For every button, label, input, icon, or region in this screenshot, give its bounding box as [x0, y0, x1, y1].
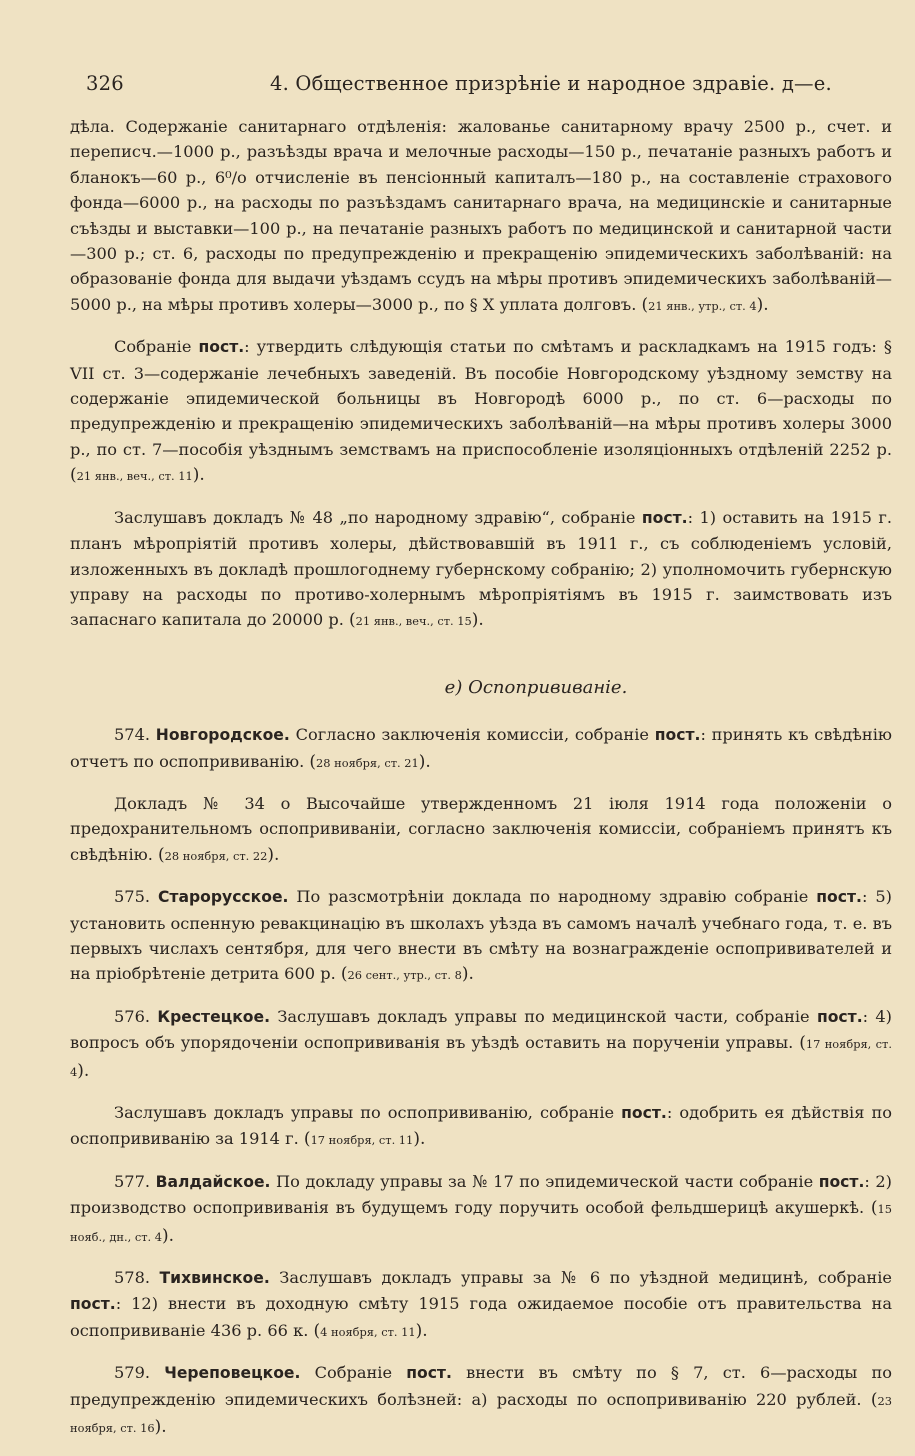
- resolution-keyword: пост.: [198, 338, 245, 357]
- page-body: [70, 114, 892, 1456]
- resolution-keyword: пост.: [816, 888, 862, 907]
- entry: Заслушавъ докладъ управы по оспопрививанію, собраніе пост.: одобрить ея дѣйствія по оспопрививанію за 1914 г. (17 ноября, ст. 11).: [70, 1103, 892, 1150]
- entry-lead: Согласно заключенія комиссіи, собраніе: [295, 725, 649, 745]
- entry-text: : 2) производство оспопрививанія въ будущемъ году поручить особой фельдшерицѣ акушеркѣ.: [70, 1171, 892, 1218]
- paragraph-text: : утвердить слѣдующія статьи по смѣтамъ и раскладкамъ на 1915 годъ: § VII ст. 3—содержаніе лечебныхъ заведеній. Въ пособіе Новгородскому уѣздному земству на содержаніе эпидемической больницы въ Новгородѣ 6000 р., по ст. 6—расходы по предупрежденію и прекращенію эпидемическихъ заболѣваній—на мѣры противъ холеры 3000 р., по ст. 7—пособія уѣзднымъ земствамъ на приспособленіе изоляціонныхъ отдѣленій 2252 р.: [70, 337, 892, 459]
- source-reference: 21 янв., веч., ст. 15: [355, 614, 472, 629]
- entry: 575. Старорусское. По разсмотрѣніи доклада по народному здравію собраніе пост.: 5) установить оспенную ревакцинацію въ школахъ уѣзда въ самомъ началѣ учебнаго года, т. е. въ первыхъ числахъ сентября, для чего внести въ смѣту на вознагражденіе оспопрививателей и на пріобрѣтеніе детрита 600 р. (26 сент., утр., ст. 8).: [70, 887, 892, 985]
- source-reference: 23 ноября, ст. 16: [70, 1393, 892, 1436]
- source-reference: 21 янв., утр., ст. 4: [648, 298, 757, 313]
- entry: 576. Крестецкое. Заслушавъ докладъ управы по медицинской части, собраніе пост.: 4) вопросъ объ упорядоченіи оспопрививанія въ уѣздѣ оставить на порученіи управы. (17 ноября, ст. 4).: [70, 1006, 892, 1081]
- entry-text: : 4) вопросъ объ упорядоченіи оспопрививанія въ уѣздѣ оставить на порученіи управы.: [70, 1006, 892, 1053]
- paragraph: Собраніе пост.: утвердить слѣдующія статьи по смѣтамъ и раскладкамъ на 1915 годъ: § VII ст. 3—содержаніе лечебныхъ заведеній. Въ пособіе Новгородскому уѣздному земству на содержаніе эпидемической больницы въ Новгородѣ 6000 р., по ст. 6—расходы по предупрежденію и прекращенію эпидемическихъ заболѣваній—на мѣры противъ холеры 3000 р., по ст. 7—пособія уѣзднымъ земствамъ на приспособленіе изоляціонныхъ отдѣленій 2252 р. (21 янв., веч., ст. 11).: [70, 337, 892, 486]
- zemstvo-name: Новгородское.: [155, 726, 290, 745]
- entry-number: 576.: [114, 1006, 151, 1026]
- paragraph: дѣла. Содержаніе санитарнаго отдѣленія: жалованье санитарному врачу 2500 р., счет. и переписч.—1000 р., разъѣзды врача и мелочные расходы—150 р., печатаніе разныхъ работъ и бланокъ—60 р., 6⁰/о отчисленіе въ пенсіонный капиталъ—180 р., на составленіе страхового фонда—6000 р., на расходы по разъѣздамъ санитарнаго врача, на медицинскіе и санитарные съѣзды и выставки—100 р., на печатаніе разныхъ работъ по медицинской и санитарной части—300 р.; ст. 6, расходы по предупрежденію и прекращенію эпидемическихъ заболѣваній: на образованіе фонда для выдачи уѣздамъ ссудъ на мѣры противъ эпидемическихъ заболѣваній—5000 р., на мѣры противъ холеры—3000 р., по § X уплата долговъ. (21 янв., утр., ст. 4).: [70, 117, 892, 315]
- paragraph-text: дѣла. Содержаніе санитарнаго отдѣленія: жалованье санитарному врачу 2500 р., счет. и переписч.—1000 р., разъѣзды врача и мелочные расходы—150 р., печатаніе разныхъ работъ и бланокъ—60 р., 6⁰/о отчисленіе въ пенсіонный капиталъ—180 р., на составленіе страхового фонда—6000 р., на расходы по разъѣздамъ санитарнаго врача, на медицинскіе и санитарные съѣзды и выставки—100 р., на печатаніе разныхъ работъ по медицинской и санитарной части—300 р.; ст. 6, расходы по предупрежденію и прекращенію эпидемическихъ заболѣваній: на образованіе фонда для выдачи уѣздамъ ссудъ на мѣры противъ эпидемическихъ заболѣваній—5000 р., на мѣры противъ холеры—3000 р., по § X уплата долговъ.: [70, 117, 892, 314]
- entry-lead: Заслушавъ докладъ управы за № 6 по уѣздной медицинѣ, собраніе: [279, 1268, 892, 1288]
- entry: 578. Тихвинское. Заслушавъ докладъ управы за № 6 по уѣздной медицинѣ, собраніе пост.: 12) внести въ доходную смѣту 1915 года ожидаемое пособіе отъ правительства на оспопрививаніе 436 р. 66 к. (4 ноября, ст. 11).: [70, 1268, 892, 1341]
- source-reference: 28 ноября, ст. 21: [316, 755, 419, 770]
- entry: Докладъ № 34 о Высочайше утвержденномъ 21 іюля 1914 года положеніи о предохранительномъ оспопрививаніи, согласно заключенія комиссіи, собраніемъ принятъ къ свѣдѣнію. (28 ноября, ст. 22).: [70, 793, 892, 865]
- entry-lead: Заслушавъ докладъ управы по оспопрививанію, собраніе: [114, 1103, 615, 1122]
- entry-number: 575.: [114, 887, 151, 907]
- paragraph-lead: Заслушавъ докладъ № 48 „по народному здравію“, собраніе: [114, 507, 636, 527]
- resolution-keyword: пост.: [818, 1172, 865, 1191]
- entry-text: внести въ смѣту по § 7, ст. 6—расходы по предупрежденію эпидемическихъ болѣзней: а) расходы по оспопрививанію 220 рублей.: [70, 1363, 893, 1409]
- paragraph-lead: Собраніе: [114, 337, 192, 357]
- entry-number: 574.: [114, 725, 151, 745]
- source-reference: 26 сент., утр., ст. 8: [347, 968, 462, 983]
- resolution-keyword: пост.: [654, 726, 701, 745]
- resolution-keyword: пост.: [641, 508, 688, 527]
- entry-number: 577.: [114, 1171, 151, 1191]
- source-reference: 17 ноября, ст. 4: [70, 1037, 892, 1079]
- entry-text: : принять къ свѣдѣнію отчетъ по оспопрививанію.: [70, 725, 892, 771]
- resolution-keyword: пост.: [70, 1295, 116, 1314]
- entry-text: Докладъ № 34 о Высочайше утвержденномъ 21 іюля 1914 года положеніи о предохранительномъ оспопрививаніи, согласно заключенія комиссіи, собраніемъ принятъ къ свѣдѣнію.: [70, 793, 892, 864]
- entry-number: 578.: [114, 1268, 151, 1288]
- entry-text: : 12) внести въ доходную смѣту 1915 года ожидаемое пособіе отъ правительства на оспопрививаніе 436 р. 66 к.: [70, 1294, 892, 1340]
- zemstvo-name: Тихвинское.: [159, 1269, 270, 1288]
- zemstvo-name: Старорусское.: [157, 888, 289, 907]
- entry-text: : одобрить ея дѣйствія по оспопрививанію за 1914 г.: [70, 1103, 892, 1149]
- entry: 577. Валдайское. По докладу управы за № 17 по эпидемической части собраніе пост.: 2) производство оспопрививанія въ будущемъ году поручить особой фельдшерицѣ акушеркѣ. (15 нояб., дн., ст. 4).: [70, 1171, 892, 1246]
- entry: 574. Новгородское. Согласно заключенія комиссіи, собраніе пост.: принять къ свѣдѣнію отчетъ по оспопрививанію. (28 ноября, ст. 21).: [70, 725, 892, 772]
- entry-lead: По разсмотрѣніи доклада по народному здравію собраніе: [296, 887, 809, 907]
- zemstvo-name: Валдайское.: [155, 1172, 271, 1191]
- source-reference: 17 ноября, ст. 11: [310, 1133, 414, 1148]
- entry-text: : 5) установить оспенную ревакцинацію въ школахъ уѣзда въ самомъ началѣ учебнаго года, т. е. въ первыхъ числахъ сентября, для чего внести въ смѣту на вознагражденіе оспопрививателей и на пріобрѣтеніе детрита 600 р.: [70, 887, 892, 984]
- zemstvo-name: Череповецкое.: [164, 1364, 301, 1383]
- resolution-keyword: пост.: [816, 1007, 863, 1026]
- zemstvo-name: Крестецкое.: [157, 1007, 271, 1026]
- entry-number: 579.: [114, 1363, 151, 1383]
- source-reference: 28 ноября, ст. 22: [164, 848, 268, 863]
- resolution-keyword: пост.: [621, 1104, 667, 1122]
- entry: 579. Череповецкое. Собраніе пост. внести въ смѣту по § 7, ст. 6—расходы по предупрежденію эпидемическихъ болѣзней: а) расходы по оспопрививанію 220 рублей. (23 ноября, ст. 16).: [70, 1363, 893, 1438]
- source-reference: 15 нояб., дн., ст. 4: [70, 1202, 892, 1244]
- paragraph: Заслушавъ докладъ № 48 „по народному здравію“, собраніе пост.: 1) оставить на 1915 г. планъ мѣропріятій противъ холеры, дѣйствовавшій въ 1911 г., съ соблюденіемъ условій, изложенныхъ въ докладѣ прошлогоднему губернскому собранію; 2) уполномочить губернскую управу на расходы по противо-холернымъ мѣропріятіямъ въ 1915 г. заимствовать изъ запаснаго капитала до 20000 р. (21 янв., веч., ст. 15).: [70, 507, 892, 631]
- running-title: 4. Общественное призрѣніе и народное здравіе. д—е.: [270, 72, 832, 95]
- page-number: 326: [86, 72, 124, 95]
- entry-lead: Заслушавъ докладъ управы по медицинской части, собраніе: [277, 1006, 810, 1026]
- paragraph-text: : 1) оставить на 1915 г. планъ мѣропріятій противъ холеры, дѣйствовавшій въ 1911 г., съ соблюденіемъ условій, изложенныхъ въ докладѣ прошлогоднему губернскому собранію; 2) уполномочить губернскую управу на расходы по противо-холернымъ мѣропріятіямъ въ 1915 г. заимствовать изъ запаснаго капитала до 20000 р.: [70, 507, 892, 630]
- section-title: е) Оспопрививаніе.: [444, 676, 628, 698]
- source-reference: 21 янв., веч., ст. 11: [76, 469, 193, 484]
- resolution-keyword: пост.: [406, 1364, 452, 1383]
- entry-lead: По докладу управы за № 17 по эпидемической части собраніе: [276, 1171, 814, 1191]
- source-reference: 4 ноября, ст. 11: [320, 1324, 416, 1339]
- entry-lead: Собраніе: [314, 1363, 393, 1383]
